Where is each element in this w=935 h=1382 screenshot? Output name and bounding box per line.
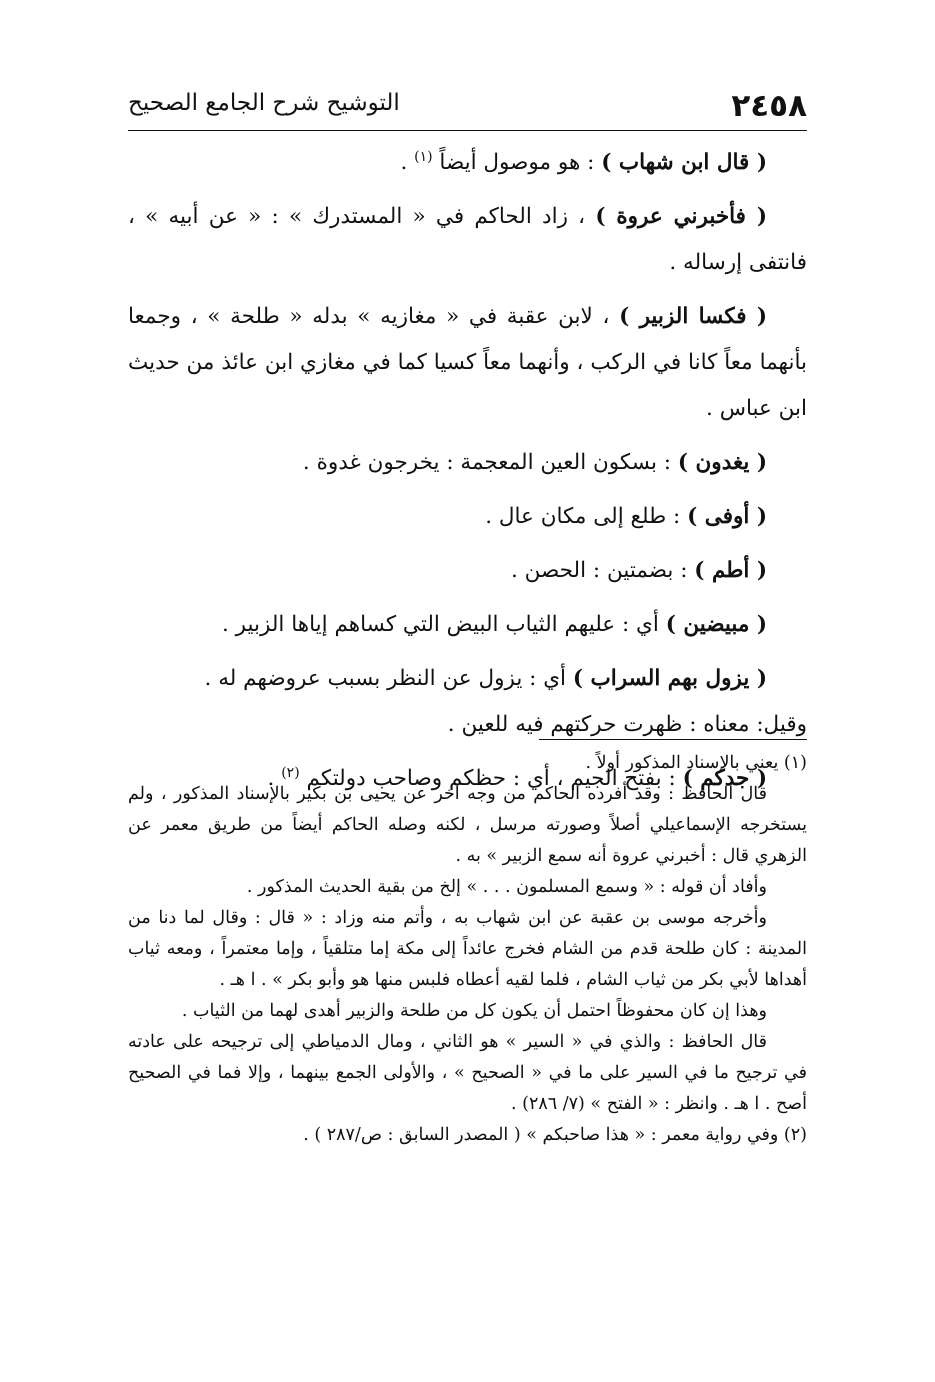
paragraph bbox=[128, 602, 807, 648]
footnotes bbox=[128, 748, 807, 1151]
footnote-marker[interactable]: (٢) bbox=[281, 764, 300, 781]
footnote-marker[interactable]: (١) bbox=[414, 148, 433, 165]
paragraph bbox=[128, 440, 807, 486]
footnote-1: (١) يعني بالإسناد المذكور أولاً . bbox=[585, 753, 807, 773]
footnote-paragraph: وهذا إن كان محفوظاً احتمل أن يكون كل من طلحة والزبير أهدى لهما من الثياب . bbox=[181, 1001, 767, 1021]
commentary: : بسكون العين المعجمة : يخرجون غدوة . bbox=[302, 450, 678, 475]
paragraph bbox=[128, 140, 807, 186]
commentary: ، لابن عقبة في « مغازيه » بدله « طلحة » ، وجمعا بأنهما معاً كانا في الركب ، وأنهما معاً كسيا كما في مغازي ابن عائذ من حديث ابن عباس . bbox=[128, 304, 807, 421]
footnote-paragraph: قال الحافظ : وقد أفرده الحاكم من وجه آخر عن يحيى بن بكير بالإسناد المذكور ، ولم يستخرجه الإسماعيلي أصلاً وصورته مرسل ، لكنه وصله الحاكم أيضاً من طريق معمر عن الزهري قال : أخبرني عروة أنه سمع الزبير » به . bbox=[128, 784, 807, 866]
paragraph bbox=[128, 194, 807, 286]
paragraph bbox=[128, 494, 807, 540]
commentary: : هو موصول أيضاً bbox=[439, 150, 602, 175]
keyword: ( فكسا الزبير ) bbox=[619, 304, 767, 329]
keyword: ( مبيضين ) bbox=[665, 612, 767, 637]
paragraph bbox=[128, 548, 807, 594]
running-title: التوشيح شرح الجامع الصحيح bbox=[128, 90, 400, 116]
page-header bbox=[128, 84, 807, 130]
paragraph-end: . bbox=[400, 150, 415, 175]
main-text bbox=[128, 140, 807, 810]
commentary: : طلع إلى مكان عال . bbox=[485, 504, 688, 529]
paragraph-end: . bbox=[267, 766, 282, 791]
keyword: ( يغدون ) bbox=[677, 450, 767, 475]
keyword: ( جدكم ) bbox=[682, 766, 767, 791]
keyword: ( قال ابن شهاب ) bbox=[601, 150, 767, 175]
commentary: أي : يزول عن النظر بسبب عروضهم له . bbox=[204, 666, 573, 691]
footnote-paragraph: قال الحافظ : والذي في « السير » هو الثاني ، ومال الدمياطي إلى ترجيحه على عادته في ترجيح ما في السير على ما في « الصحيح » ، والأولى الجمع بينهما ، وإلا فما في الصحيح أصح . ا هـ . وانظر : « الفتح » (٧/ ٢٨٦) . bbox=[128, 1032, 807, 1114]
footnote-divider bbox=[539, 739, 807, 740]
keyword: ( يزول بهم السراب ) bbox=[572, 666, 767, 691]
header-divider bbox=[128, 130, 807, 131]
page-number: ٢٤٥٨ bbox=[731, 88, 807, 124]
footnote-2: (٢) وفي رواية معمر : « هذا صاحبكم » ( المصدر السابق : ص/٢٨٧ ) . bbox=[303, 1125, 807, 1145]
keyword: ( فأخبرني عروة ) bbox=[595, 204, 767, 229]
footnote-paragraph: وأخرجه موسى بن عقبة عن ابن شهاب به ، وأتم منه وزاد : « قال : وقال لما دنا من المدينة : كان طلحة قدم من الشام فخرج عائداً إلى مكة إما متلقياً ، وإما معتمراً ، ومعه ثياب أهداها لأبي بكر من ثياب الشام ، فلما لقيه أعطاه فلبس منها هو وأبو بكر » . ا هـ . bbox=[128, 908, 807, 990]
commentary: : بضمتين : الحصن . bbox=[510, 558, 695, 583]
paragraph-continuation: وقيل: معناه : ظهرت حركتهم فيه للعين . bbox=[447, 712, 807, 737]
commentary: أي : عليهم الثياب البيض التي كساهم إياها الزبير . bbox=[222, 612, 666, 637]
commentary: : بفتح الجيم ، أي : حظكم وصاحب دولتكم bbox=[306, 766, 683, 791]
paragraph bbox=[128, 656, 807, 702]
paragraph bbox=[128, 294, 807, 432]
keyword: ( أطم ) bbox=[694, 558, 767, 583]
keyword: ( أوفى ) bbox=[687, 504, 767, 529]
footnote-paragraph: وأفاد أن قوله : « وسمع المسلمون . . . » إلخ من بقية الحديث المذكور . bbox=[246, 877, 767, 897]
commentary: ، زاد الحاكم في « المستدرك » : « عن أبيه » ، فانتفى إرساله . bbox=[128, 204, 807, 275]
